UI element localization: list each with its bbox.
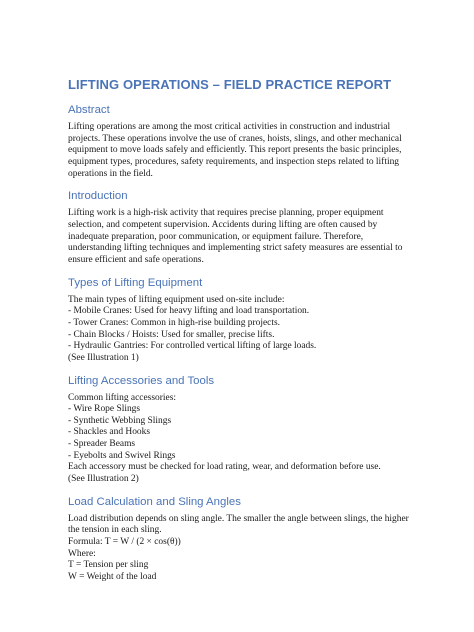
text-line: Lifting operations are among the most critical activities in construction and industrial — [68, 122, 391, 132]
text-line: Where: — [68, 548, 96, 559]
list-item: - Eyebolts and Swivel Rings — [68, 450, 176, 461]
text-line: Load distribution depends on sling angle. The smaller the angle between slings, the higher — [68, 513, 409, 524]
text-line: projects. These operations involve the use of cranes, hoists, slings, and other mechanical — [68, 133, 402, 144]
text-line: ensure efficient and safe operations. — [68, 254, 204, 265]
list-item: - Spreader Beams — [68, 439, 136, 450]
document-title: LIFTING OPERATIONS – FIELD PRACTICE REPORT — [68, 77, 392, 92]
text-line: understanding lifting techniques and implementing strict safety measures are essential to — [68, 243, 403, 254]
section-paragraph — [68, 122, 414, 180]
section-paragraph — [68, 295, 414, 365]
text-line: inadequate preparation, poor communication, or equipment failure. Therefore, — [68, 231, 364, 242]
section-abstract — [68, 103, 414, 180]
list-item: - Wire Rope Slings — [68, 404, 141, 415]
section-load-calculation — [68, 495, 414, 584]
list-item: - Mobile Cranes: Used for heavy lifting and load transportation. — [68, 306, 310, 317]
section-paragraph — [68, 208, 414, 266]
text-line: equipment to move loads safely and efficiently. This report presents the basic principles, — [68, 145, 402, 156]
section-heading: Abstract — [68, 104, 110, 116]
section-heading: Introduction — [68, 190, 128, 203]
text-line: equipment types, procedures, safety requirements, and inspection steps related to lifting — [68, 156, 400, 167]
list-item: - Synthetic Webbing Slings — [68, 415, 172, 426]
section-heading: Lifting Accessories and Tools — [68, 374, 215, 387]
document-body — [68, 77, 414, 584]
illustration-reference: (See Illustration 2) — [68, 474, 139, 485]
text-line: operations in the field. — [68, 168, 153, 179]
text-line: the tension in each sling. — [68, 525, 162, 536]
section-paragraph — [68, 393, 414, 486]
list-item: - Shackles and Hooks — [68, 427, 151, 438]
section-heading: Types of Lifting Equipment — [68, 276, 203, 289]
section-types-of-lifting-equipment — [68, 276, 414, 365]
text-line: selection, and competent supervision. Accidents during lifting are often caused by — [68, 219, 378, 230]
text-line: Each accessory must be checked for load rating, wear, and deformation before use. — [68, 462, 381, 473]
illustration-reference: (See Illustration 1) — [68, 352, 139, 363]
text-line: Lifting work is a high-risk activity that requires precise planning, proper equipment — [68, 208, 384, 219]
list-item: - Hydraulic Gantries: For controlled vertical lifting of large loads. — [68, 341, 317, 352]
formula-line: Formula: T = W / (2 × cos(θ)) — [68, 537, 181, 548]
section-introduction — [68, 189, 414, 266]
text-line: The main types of lifting equipment used on-site include: — [68, 294, 285, 305]
list-item: - Tower Cranes: Common in high-rise building projects. — [68, 317, 281, 328]
text-line: Common lifting accessories: — [68, 392, 176, 403]
section-paragraph — [68, 514, 414, 584]
section-heading: Load Calculation and Sling Angles — [68, 495, 241, 508]
definition-line: W = Weight of the load — [68, 572, 157, 583]
definition-line: T = Tension per sling — [68, 560, 149, 571]
section-lifting-accessories — [68, 374, 414, 486]
list-item: - Chain Blocks / Hoists: Used for smaller, precise lifts. — [68, 329, 275, 340]
